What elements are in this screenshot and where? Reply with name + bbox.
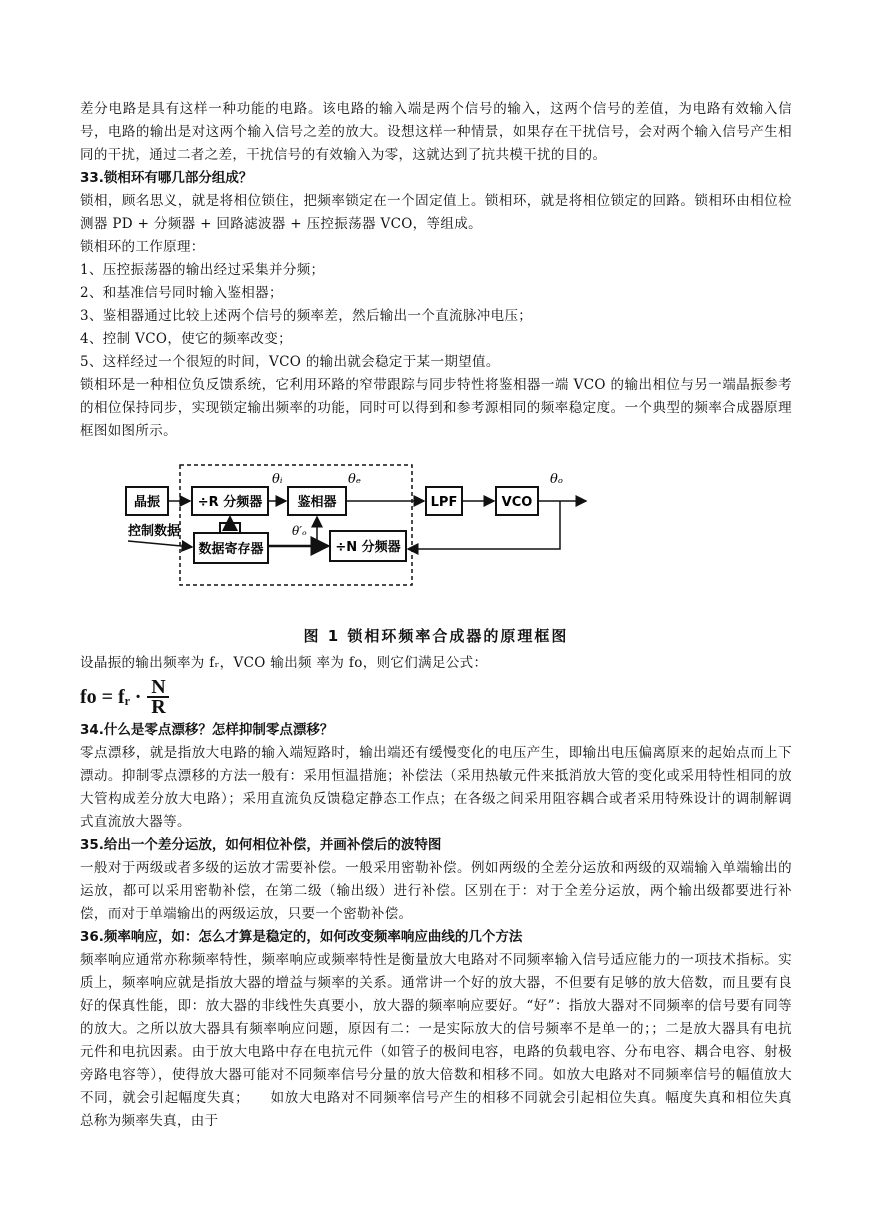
intro-paragraph: 差分电路是具有这样一种功能的电路。该电路的输入端是两个信号的输入，这两个信号的差值，为电路有效输入信号，电路的输出是对这两个输入信号之差的放大。设想这样一种情景，如果存在干扰信号，会对两个输入信号产生相同的干扰，通过二者之差，干扰信号的有效输入为零，这就达到了抗共模干扰的目的。 bbox=[80, 101, 792, 163]
register-to-r-connector bbox=[220, 523, 240, 533]
q33-step-2: 2、和基准信号同时输入鉴相器； bbox=[80, 285, 283, 301]
document-page bbox=[80, 98, 792, 1133]
formula-lhs: fo = fᵣ · bbox=[80, 685, 142, 708]
q36-paragraph: 频率响应通常亦称频率特性，频率响应或频率特性是衡量放大电路对不同频率输入信号适应能力的一项技术指标。实质上，频率响应就是指放大器的增益与频率的关系。通常讲一个好的放大器，不但要有足够的放大倍数，而且要有良好的保真性能，即：放大器的非线性失真要小，放大器的频率响应要好。“好”：指放大器对不同频率的信号要有同等的放大。之所以放大器具有频率响应问题，原因有二：一是实际放大的信号频率不是单一的；；二是放大器具有电抗元件和电抗因素。由于放大电路中存在电抗元件（如管子的极间电容，电路的负载电容、分布电容、耦合电容、射极旁路电容等），使得放大器可能对不同频率信号分量的放大倍数和相移不同。如放大电路对不同频率信号的幅值放大不同，就会引起幅度失真； 如放大电路对不同频率信号产生的相移不同就会引起相位失真。幅度失真和相位失真总称为频率失真，由于 bbox=[80, 952, 792, 1129]
n-to-pd-arrow bbox=[317, 517, 330, 546]
q33-step-4: 4、控制 VCO，使它的频率改变； bbox=[80, 331, 292, 347]
q33-paragraph-1: 锁相，顾名思义，就是将相位锁住，把频率锁定在一个固定值上。锁相环，就是将相位锁定的回路。锁相环由相位检测器 PD + 分频器 + 回路滤波器 + 压控振荡器 VCO，等组成。 bbox=[80, 193, 792, 232]
formula-fraction bbox=[147, 678, 169, 716]
q33-step-3: 3、鉴相器通过比较上述两个信号的频率差，然后输出一个直流脉冲电压； bbox=[80, 308, 533, 324]
frequency-formula bbox=[80, 675, 792, 719]
q33-heading: 33.锁相环有哪几部分组成？ bbox=[80, 170, 253, 186]
n-divider-label: ÷N 分频器 bbox=[335, 540, 401, 555]
formula-numerator: N bbox=[151, 676, 166, 698]
q35-paragraph: 一般对于两级或者多级的运放才需要补偿。一般采用密勒补偿。例如两级的全差分运放和两级的双端输入单端输出的运放，都可以采用密勒补偿，在第二级（输出级）进行补偿。区别在于：对于全差分运放，两个输出级都要进行补偿，而对于单端输出的两级运放，只要一个密勒补偿。 bbox=[80, 860, 792, 922]
theta-i-label: θᵢ bbox=[272, 472, 283, 487]
q33-step-5: 5、这样经过一个很短的时间，VCO 的输出就会稳定于某一期望值。 bbox=[80, 354, 500, 370]
crystal-label: 晶振 bbox=[133, 495, 161, 510]
theta-o-prime-label: θ′ₒ bbox=[292, 524, 307, 538]
data-register-label: 数据寄存器 bbox=[198, 542, 264, 557]
theta-o-label: θₒ bbox=[550, 472, 563, 487]
control-data-arrow bbox=[128, 541, 192, 547]
vco-label: VCO bbox=[501, 495, 533, 510]
q33-step-1: 1、压控振荡器的输出经过采集并分频； bbox=[80, 262, 325, 278]
phase-detector-label: 鉴相器 bbox=[297, 495, 337, 510]
r-divider-label: ÷R 分频器 bbox=[197, 495, 263, 510]
q36-heading: 36.频率响应，如：怎么才算是稳定的，如何改变频率响应曲线的几个方法 bbox=[80, 929, 523, 945]
figure-caption: 图 1 锁相环频率合成器的原理框图 bbox=[303, 627, 569, 645]
q35-heading: 35.给出一个差分运放，如何相位补偿，并画补偿后的波特图 bbox=[80, 837, 442, 853]
theta-e-label: θₑ bbox=[348, 472, 361, 487]
q33-paragraph-2: 锁相环的工作原理： bbox=[80, 239, 205, 255]
formula-denominator: R bbox=[151, 696, 166, 718]
pll-diagram-svg bbox=[80, 451, 792, 621]
q34-paragraph: 零点漂移，就是指放大电路的输入端短路时，输出端还有缓慢变化的电压产生，即输出电压偏离原来的起始点而上下漂动。抑制零点漂移的方法一般有：采用恒温措施；补偿法（采用热敏元件来抵消放大管的变化或采用特性相同的放大管构成差分放大电路）；采用直流负反馈稳定静态工作点；在各级之间采用阻容耦合或者采用特殊设计的调制解调式直流放大器等。 bbox=[80, 745, 792, 830]
q34-heading: 34.什么是零点漂移？怎样抑制零点漂移？ bbox=[80, 722, 334, 738]
pll-block-diagram bbox=[80, 451, 792, 621]
control-data-label: 控制数据 bbox=[128, 524, 181, 539]
q33-paragraph-3: 锁相环是一种相位负反馈系统，它利用环路的窄带跟踪与同步特性将鉴相器一端 VCO 的输出相位与另一端晶振参考的相位保持同步，实现锁定输出频率的功能，同时可以得到和参考源相同的频率稳定度。一个典型的频率合成器原理框图如图所示。 bbox=[80, 377, 792, 439]
lpf-label: LPF bbox=[430, 495, 458, 510]
q33-paragraph-4: 设晶振的输出频率为 fᵣ，VCO 输出频 率为 fo，则它们满足公式： bbox=[80, 655, 488, 671]
